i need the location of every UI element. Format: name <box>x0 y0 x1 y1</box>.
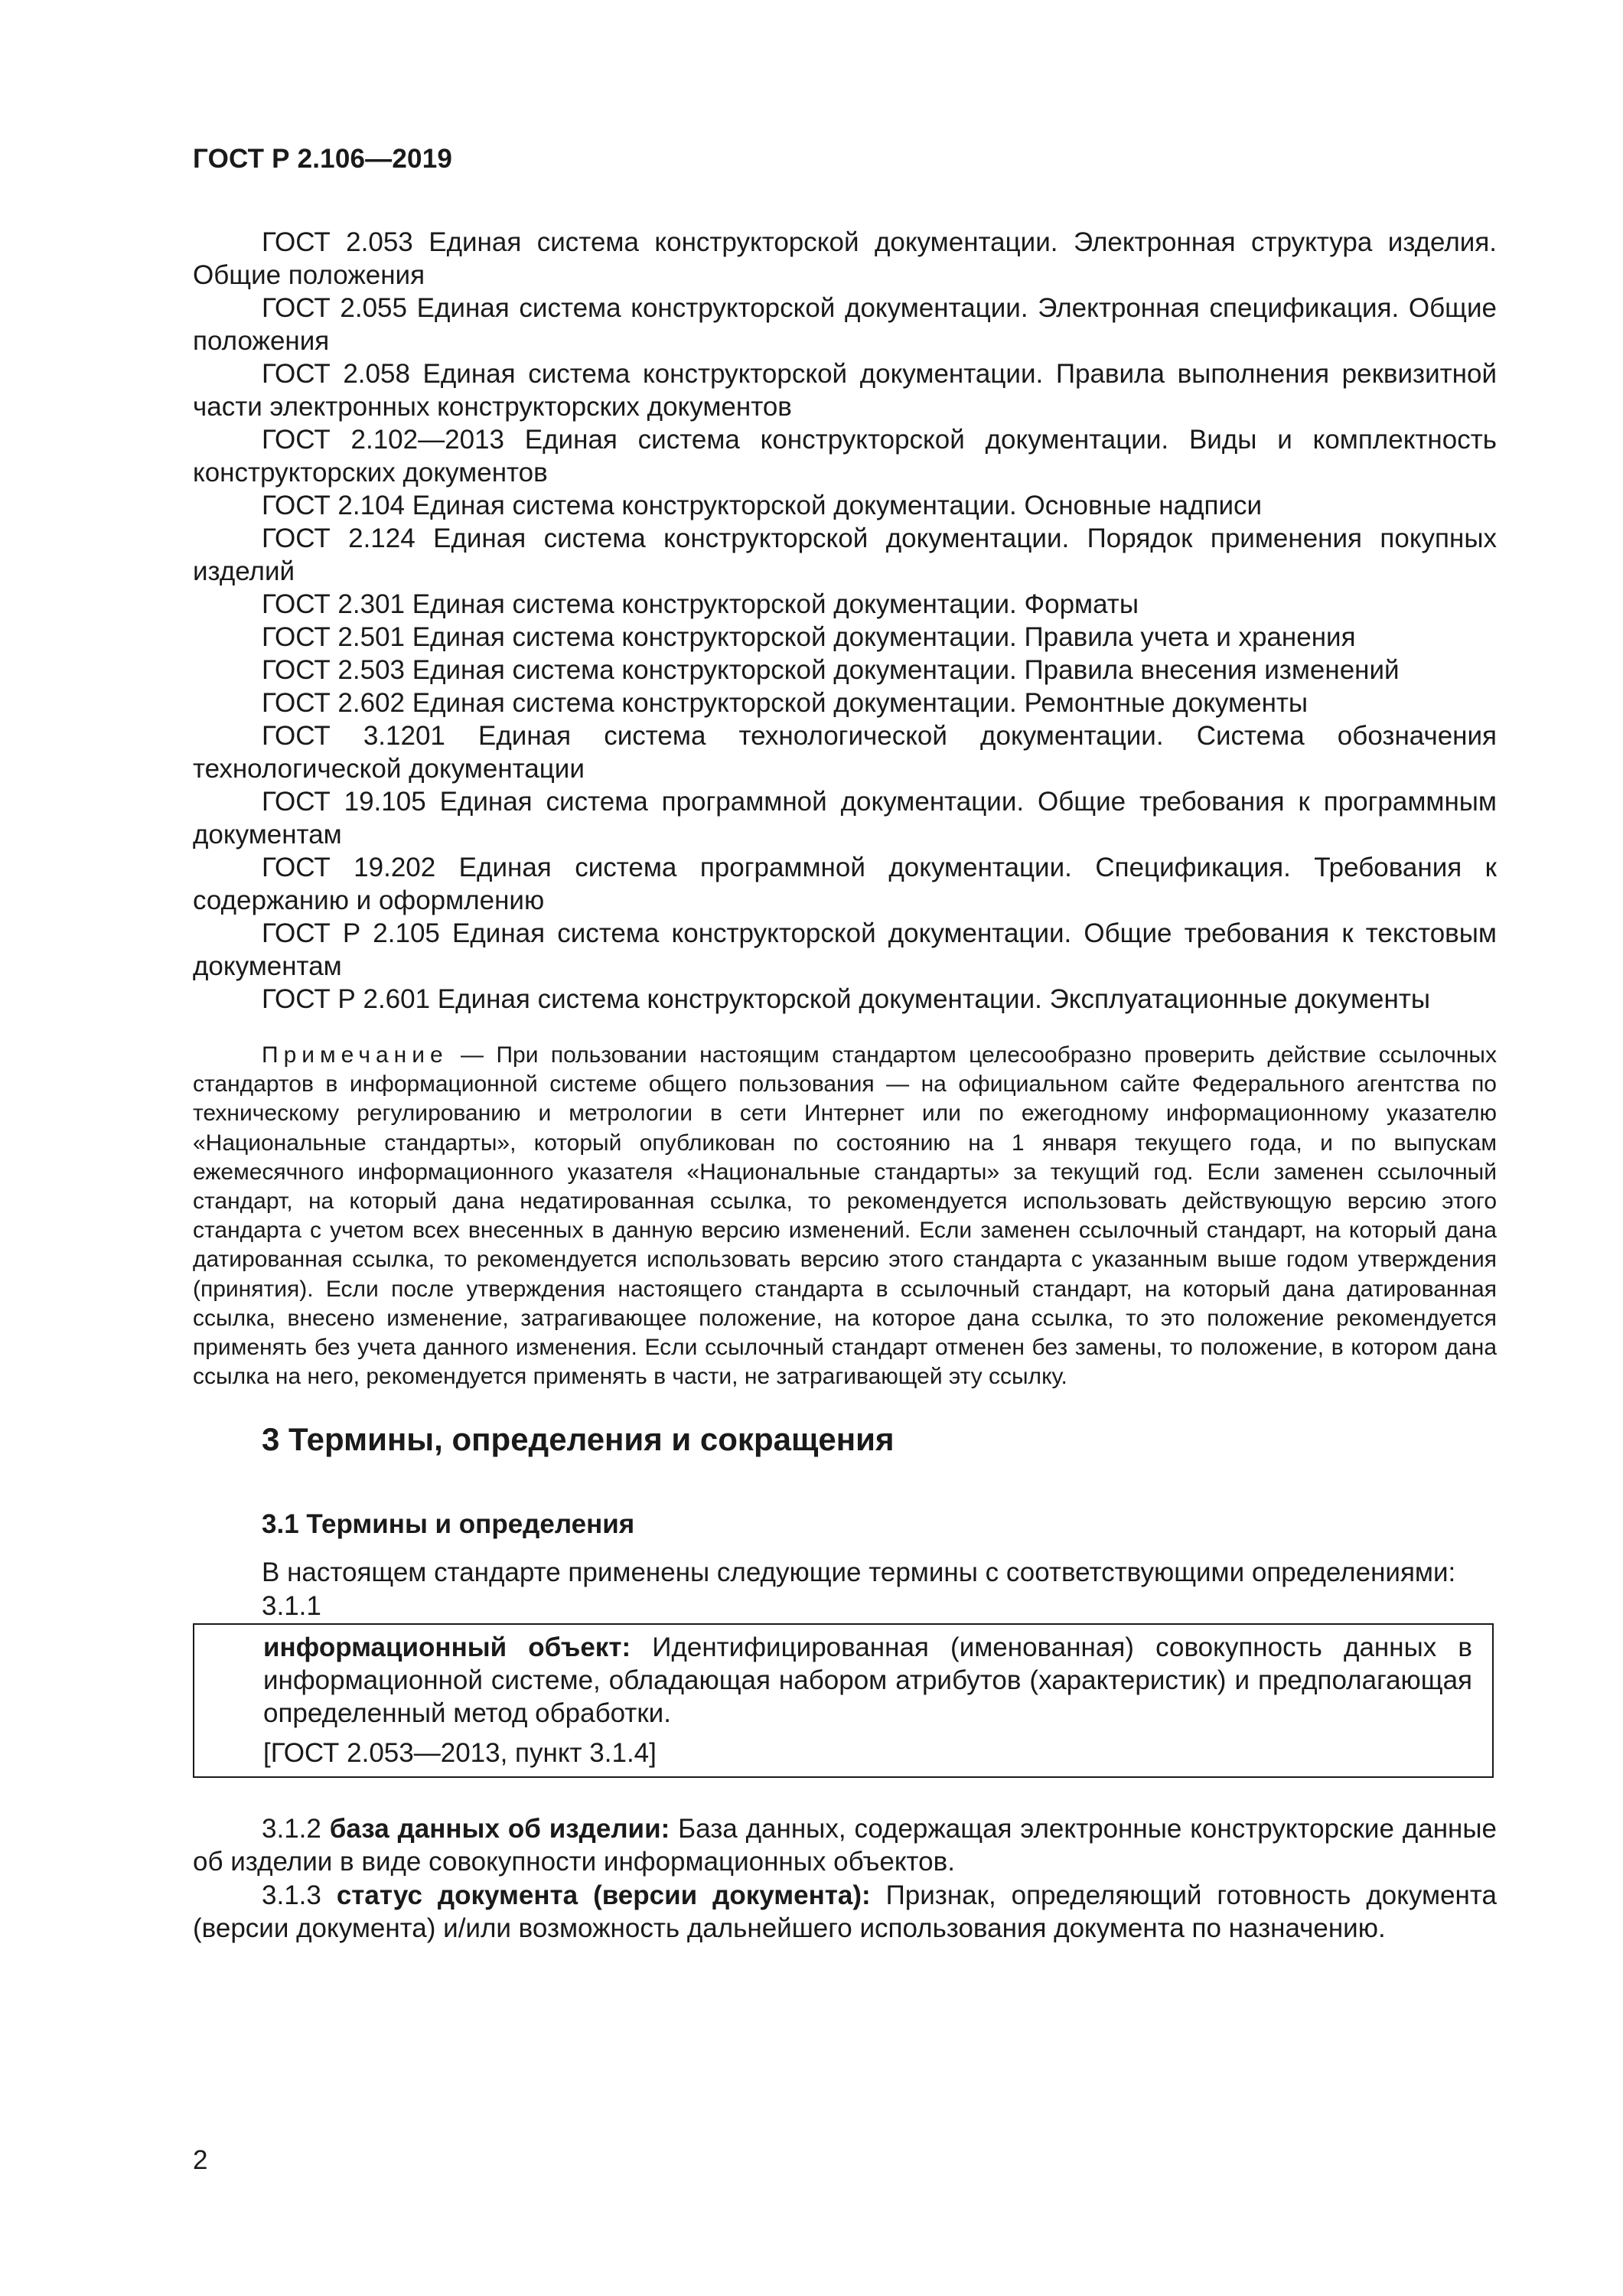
reference-item: ГОСТ 2.124 Единая система конструкторской документации. Порядок применения покупных изделий <box>193 523 1497 586</box>
term-number: 3.1.3 <box>262 1880 337 1910</box>
term-definition-text: Идентифицированная (именованная) совокупность данных в информационной системе, обладающая набором атрибутов (характеристик) и предполагающая определенный метод обработки. <box>263 1632 1473 1728</box>
reference-item: ГОСТ 2.602 Единая система конструкторской документации. Ремонтные документы <box>262 688 1309 718</box>
note-label: Примечание <box>262 1042 448 1068</box>
terms-intro: В настоящем стандарте применены следующие термины с соответствующими определениями: <box>262 1557 1456 1587</box>
reference-item: ГОСТ 2.102—2013 Единая система конструкторской документации. Виды и комплектность конструкторских документов <box>193 425 1497 488</box>
reference-item: ГОСТ 2.301 Единая система конструкторской документации. Форматы <box>262 589 1139 619</box>
note-text: — При пользовании настоящим стандартом целесообразно проверить действие ссылочных стандартов в информационной системе общего пользования — на официальном сайте Федерального агентства по техническому регулированию и метрологии в сети Интернет или по ежегодному информационному указателю «Национальные стандарты», который опубликован по состоянию на 1 января текущего года, и по выпускам ежемесячного информационного указателя «Национальные стандарты» за текущий год. Если заменен ссылочный стандарт, на который дана недатированная ссылка, то рекомендуется использовать действующую версию этого стандарта с учетом всех внесенных в данную версию изменений. Если заменен ссылочный стандарт, на который дана датированная ссылка, то рекомендуется использовать версию этого стандарта с указанным выше годом утверждения (принятия). Если после утверждения настоящего стандарта в ссылочный стандарт, на который дана датированная ссылка, внесено изменение, затрагивающее положение, на которое дана ссылка, то это положение рекомендуется применять без учета данного изменения. Если ссылочный стандарт отменен без замены, то положение, в котором дана ссылка на него, рекомендуется применять в части, не затрагивающей эту ссылку. <box>193 1042 1497 1390</box>
term-definition-box <box>193 1623 1494 1778</box>
reference-item: ГОСТ 2.503 Единая система конструкторской документации. Правила внесения изменений <box>262 655 1400 685</box>
term-definition-text: База данных, содержащая электронные конструкторские данные об изделии в виде совокупности информационных объектов. <box>193 1814 1498 1877</box>
term-source: [ГОСТ 2.053—2013, пункт 3.1.4] <box>263 1738 657 1768</box>
reference-item: ГОСТ 2.104 Единая система конструкторской документации. Основные надписи <box>262 491 1263 520</box>
reference-item: ГОСТ 19.202 Единая система программной документации. Спецификация. Требования к содержанию и оформлению <box>193 853 1497 915</box>
subsection-title: 3.1 Термины и определения <box>262 1509 635 1539</box>
reference-item: ГОСТ 3.1201 Единая система технологической документации. Система обозначения технологической документации <box>193 721 1497 784</box>
reference-item: ГОСТ 2.058 Единая система конструкторской документации. Правила выполнения реквизитной части электронных конструкторских документов <box>193 359 1497 422</box>
normative-references-list <box>193 226 1497 1016</box>
reference-item: ГОСТ Р 2.601 Единая система конструкторской документации. Эксплуатационные документы <box>262 984 1431 1014</box>
term-definition-text: Признак, определяющий готовность документа (версии документа) и/или возможность дальнейшего использования документа по назначению. <box>193 1880 1497 1943</box>
term-number: 3.1.1 <box>262 1591 321 1621</box>
reference-item: ГОСТ 19.105 Единая система программной документации. Общие требования к программным документам <box>193 787 1497 850</box>
term-definition <box>263 1631 1472 1730</box>
term-name: база данных об изделии: <box>329 1814 670 1844</box>
document-header: ГОСТ Р 2.106—2019 <box>193 144 453 174</box>
term-name: статус документа (версии документа): <box>336 1880 871 1910</box>
reference-item: ГОСТ 2.501 Единая система конструкторской документации. Правила учета и хранения <box>262 622 1356 652</box>
term-number: 3.1.2 <box>262 1814 330 1844</box>
section-title: 3 Термины, определения и сокращения <box>262 1421 895 1457</box>
term-paragraph <box>193 1812 1497 1878</box>
note-paragraph <box>193 1041 1497 1391</box>
reference-item: ГОСТ 2.053 Единая система конструкторской документации. Электронная структура изделия. Общие положения <box>193 227 1497 290</box>
term-paragraph <box>193 1879 1497 1945</box>
reference-item: ГОСТ Р 2.105 Единая система конструкторской документации. Общие требования к текстовым документам <box>193 918 1497 981</box>
page-number: 2 <box>193 2145 208 2175</box>
reference-item: ГОСТ 2.055 Единая система конструкторской документации. Электронная спецификация. Общие положения <box>193 293 1497 356</box>
term-name: информационный объект: <box>263 1632 631 1662</box>
